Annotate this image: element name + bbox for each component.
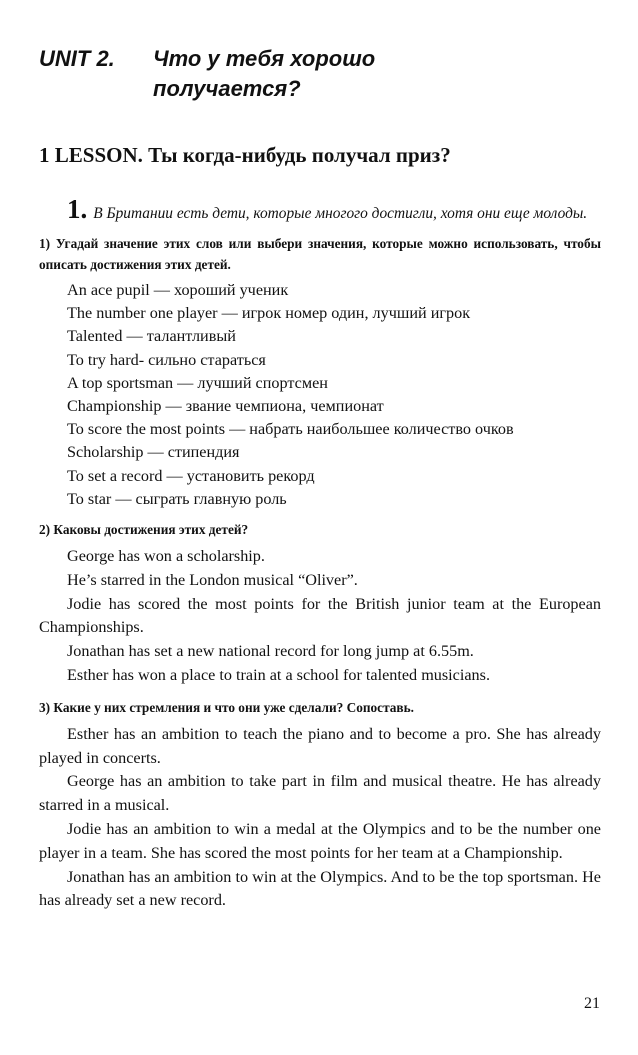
unit-title: Что у тебя хорошо получается? [153, 46, 376, 101]
page-content [39, 44, 601, 913]
paragraph: Esther has won a place to train at a school for talented musicians. [67, 666, 490, 685]
vocabulary-list [39, 279, 601, 511]
section-heading-2: 2) Каковы достижения этих детей? [39, 522, 249, 538]
vocab-item: Talented — талантливый [67, 327, 236, 346]
lesson-title: 1 LESSON. Ты когда-нибудь получал приз? [39, 143, 451, 167]
task-intro-text: В Британии есть дети, которые многого достигли, хотя они еще молоды. [93, 205, 588, 222]
unit-heading [39, 44, 601, 104]
task-intro [39, 196, 601, 227]
paragraph: Jonathan has an ambition to win at the Olympics. And to be the top sportsman. He has already set a new record. [39, 867, 601, 910]
paragraph: Jodie has scored the most points for the British junior team at the European Championships. [39, 594, 601, 637]
ambitions-list [39, 723, 601, 913]
achievements-list [39, 545, 601, 688]
paragraph: Jodie has an ambition to win a medal at the Olympics and to be the number one player in a team. She has scored the most points for her team at a Championship. [39, 820, 601, 862]
vocab-item: A top sportsman — лучший спортсмен [67, 373, 328, 392]
vocab-item: To set a record — установить рекорд [67, 466, 315, 485]
page-number: 21 [584, 995, 600, 1012]
paragraph: He’s starred in the London musical “Oliver”. [67, 570, 358, 589]
vocab-item: To score the most points — набрать наибольшее количество очков [67, 420, 514, 439]
vocab-item: Scholarship — стипендия [67, 443, 240, 462]
section-heading-1: 1) Угадай значение этих слов или выбери значения, которые можно использовать, чтобы описать достижения этих детей. [39, 236, 601, 272]
paragraph: Jonathan has set a new national record for long jump at 6.55m. [67, 642, 474, 661]
vocab-item: An ace pupil — хороший ученик [67, 281, 289, 299]
vocab-item: To try hard- сильно стараться [67, 350, 266, 369]
paragraph: Esther has an ambition to teach the piano and to become a pro. She has already played in concerts. [39, 724, 601, 767]
vocab-item: The number one player — игрок номер один, лучший игрок [67, 304, 471, 323]
task-number: 1. [67, 194, 88, 224]
vocab-item: Championship — звание чемпиона, чемпионат [67, 397, 384, 416]
unit-label: UNIT 2. [39, 46, 115, 71]
paragraph: George has won a scholarship. [67, 547, 265, 566]
paragraph: George has an ambition to take part in film and musical theatre. He has already starred in a musical. [39, 772, 601, 815]
section-heading-3: 3) Какие у них стремления и что они уже сделали? Сопоставь. [39, 699, 414, 715]
vocab-item: To star — сыграть главную роль [67, 489, 287, 508]
